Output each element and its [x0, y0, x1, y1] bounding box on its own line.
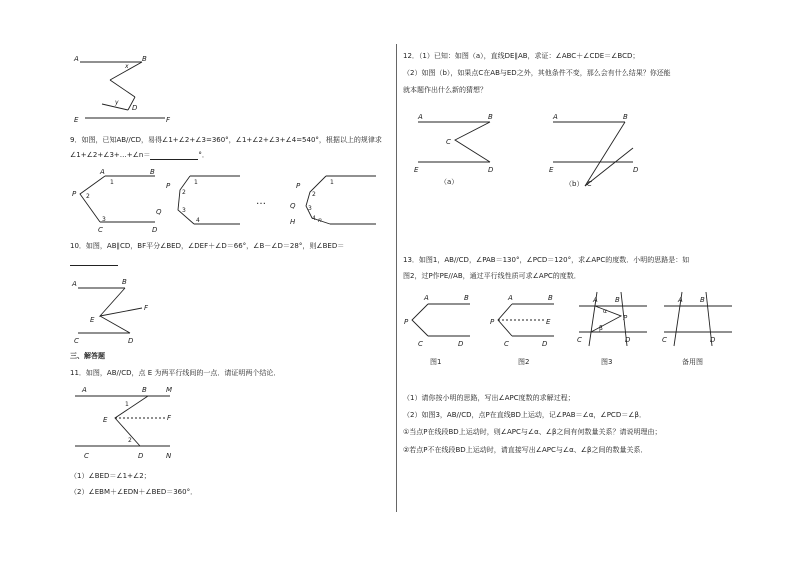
- q9-line2-end: °．: [198, 151, 209, 159]
- q13-part1: （1）请你按小明的思路，写出∠APC度数的求解过程；: [403, 394, 575, 402]
- column-divider: [396, 44, 397, 512]
- label-C: C: [446, 138, 451, 146]
- q12-figure-b: [545, 108, 655, 188]
- angle-2: 2: [128, 437, 132, 444]
- q11-part2: （2）∠EBM＋∠EDN＋∠BED＝360°．: [70, 488, 198, 496]
- label-P: P: [72, 190, 77, 198]
- angle-4: 4: [312, 215, 316, 222]
- q13-figure-1: [400, 288, 480, 370]
- angle-4: 4: [196, 217, 200, 224]
- label-E: E: [103, 416, 108, 424]
- label-A: A: [82, 386, 87, 394]
- caption-fig1: 图1: [430, 358, 442, 366]
- label-D: D: [128, 337, 134, 345]
- angle-2: 2: [182, 189, 186, 196]
- angle-3: 3: [182, 207, 186, 214]
- label-C: C: [577, 336, 582, 344]
- label-A: A: [678, 296, 683, 304]
- caption-fig2: 图2: [518, 358, 530, 366]
- label-D: D: [542, 340, 548, 348]
- label-F: F: [144, 304, 149, 312]
- q13-part2a: ①当点P在线段BD上运动时，则∠APC与∠α、∠β之间有何数量关系？请说明理由；: [403, 428, 662, 436]
- label-A: A: [593, 296, 598, 304]
- angle-3: 3: [308, 205, 312, 212]
- label-P: P: [166, 182, 171, 190]
- label-P: P: [623, 314, 628, 322]
- angle-n: n: [318, 217, 322, 224]
- label-P: P: [296, 182, 301, 190]
- label-B: B: [488, 113, 493, 121]
- q9-ellipsis: …: [256, 196, 266, 207]
- q13-line2: 图2，过P作PE//AB，通过平行线性质可求∠APC的度数．: [403, 272, 581, 280]
- label-x: x: [125, 63, 129, 70]
- caption-fig3: 图3: [601, 358, 613, 366]
- label-B: B: [122, 278, 127, 286]
- label-D: D: [132, 104, 138, 112]
- q12-line2: （2）如图（b），如果点C在AB与ED之外，其他条件不变，那么会有什么结果？你还能: [403, 69, 671, 77]
- label-D: D: [633, 166, 639, 174]
- label-B: B: [623, 113, 628, 121]
- q11-line1: 11．如图，AB//CD，点 E 为两平行线间的一点．请证明两个结论．: [70, 369, 281, 377]
- label-C: C: [504, 340, 509, 348]
- label-A: A: [424, 294, 429, 302]
- label-Q: Q: [156, 208, 162, 216]
- label-B: B: [615, 296, 620, 304]
- angle-1: 1: [125, 401, 129, 408]
- label-A: A: [74, 55, 79, 63]
- q9-line1: 9．如图，已知AB//CD，易得∠1+∠2+∠3=360°，∠1+∠2+∠3+∠4=540°，根据以上的规律求: [70, 136, 382, 144]
- section-heading: 三、解答题: [70, 352, 105, 360]
- label-A: A: [553, 113, 558, 121]
- label-D: D: [152, 226, 158, 234]
- label-E: E: [549, 166, 554, 174]
- q9-line2-text: ∠1+∠2+∠3+…+∠n＝: [70, 151, 151, 159]
- angle-alpha: α: [603, 308, 607, 315]
- q12-figure-a: [410, 108, 510, 188]
- angle-3: 3: [102, 216, 106, 223]
- q13-figure-4: [660, 288, 740, 370]
- q12-line3: 就本题作出什么新的猜想？: [403, 86, 487, 94]
- q9-line2: [70, 151, 209, 160]
- label-N: N: [166, 452, 172, 460]
- q13-part2b: ②若点P不在线段BD上运动时，请直接写出∠APC与∠α、∠β之间的数量关系．: [403, 446, 648, 454]
- label-C: C: [662, 336, 667, 344]
- label-C: C: [418, 340, 423, 348]
- q11-part1: （1）∠BED＝∠1+∠2；: [70, 472, 151, 480]
- q10-line1: 10．如图，AB∥CD，BF平分∠BED，∠DEF＋∠D＝66°，∠B－∠D＝28°，则∠BED＝: [70, 242, 345, 250]
- label-B: B: [142, 55, 147, 63]
- label-D: D: [488, 166, 494, 174]
- caption-b: （b）: [565, 180, 584, 188]
- label-A: A: [72, 280, 77, 288]
- q13-line1: 13．如图1，AB//CD，∠PAB＝130°，∠PCD＝120°，求∠APC的度数．小明的思路是：如: [403, 256, 690, 264]
- q9-figure-3: [288, 166, 383, 236]
- label-B: B: [548, 294, 553, 302]
- label-M: M: [166, 386, 173, 394]
- label-P: P: [404, 318, 409, 326]
- label-C: C: [84, 452, 89, 460]
- angle-1: 1: [194, 179, 198, 186]
- label-y: y: [115, 99, 119, 106]
- label-E: E: [546, 318, 551, 326]
- label-E: E: [90, 316, 95, 324]
- label-C: C: [587, 180, 592, 188]
- label-C: C: [98, 226, 103, 234]
- label-D: D: [625, 336, 631, 344]
- q11-figure: [70, 382, 185, 460]
- label-P: P: [490, 318, 495, 326]
- q13-figure-3: [575, 288, 655, 370]
- angle-2: 2: [86, 193, 90, 200]
- figure-top-zigzag: [70, 52, 190, 124]
- label-C: C: [74, 337, 79, 345]
- label-B: B: [464, 294, 469, 302]
- label-A: A: [418, 113, 423, 121]
- angle-1: 1: [110, 179, 114, 186]
- label-F: F: [166, 116, 171, 124]
- caption-fig4: 备用图: [682, 358, 703, 366]
- label-A: A: [100, 168, 105, 176]
- q9-answer-blank[interactable]: [150, 152, 198, 160]
- q10-figure: [70, 278, 160, 346]
- label-D: D: [458, 340, 464, 348]
- q10-answer-blank[interactable]: [70, 258, 118, 266]
- label-D: D: [138, 452, 144, 460]
- label-E: E: [414, 166, 419, 174]
- label-Q: Q: [290, 202, 296, 210]
- label-A: A: [508, 294, 513, 302]
- q9-figure-1: [70, 166, 160, 236]
- label-B: B: [700, 296, 705, 304]
- q12-line1: 12．（1）已知：如图（a），直线DE∥AB，求证：∠ABC＋∠CDE＝∠BCD；: [403, 52, 640, 60]
- q9-figure-2: [156, 166, 245, 236]
- angle-beta: β: [599, 325, 603, 332]
- angle-1: 1: [330, 179, 334, 186]
- label-F: F: [167, 414, 172, 422]
- label-H: H: [290, 218, 296, 226]
- label-E: E: [74, 116, 79, 124]
- label-D: D: [710, 336, 716, 344]
- caption-a: （a）: [440, 178, 459, 186]
- label-B: B: [150, 168, 155, 176]
- angle-2: 2: [312, 191, 316, 198]
- q13-figure-2: [488, 288, 568, 370]
- q13-part2: （2）如图3，AB//CD，点P在直线BD上运动，记∠PAB＝∠α，∠PCD＝∠β．: [403, 411, 646, 419]
- label-B: B: [142, 386, 147, 394]
- q10-line2: [70, 257, 118, 266]
